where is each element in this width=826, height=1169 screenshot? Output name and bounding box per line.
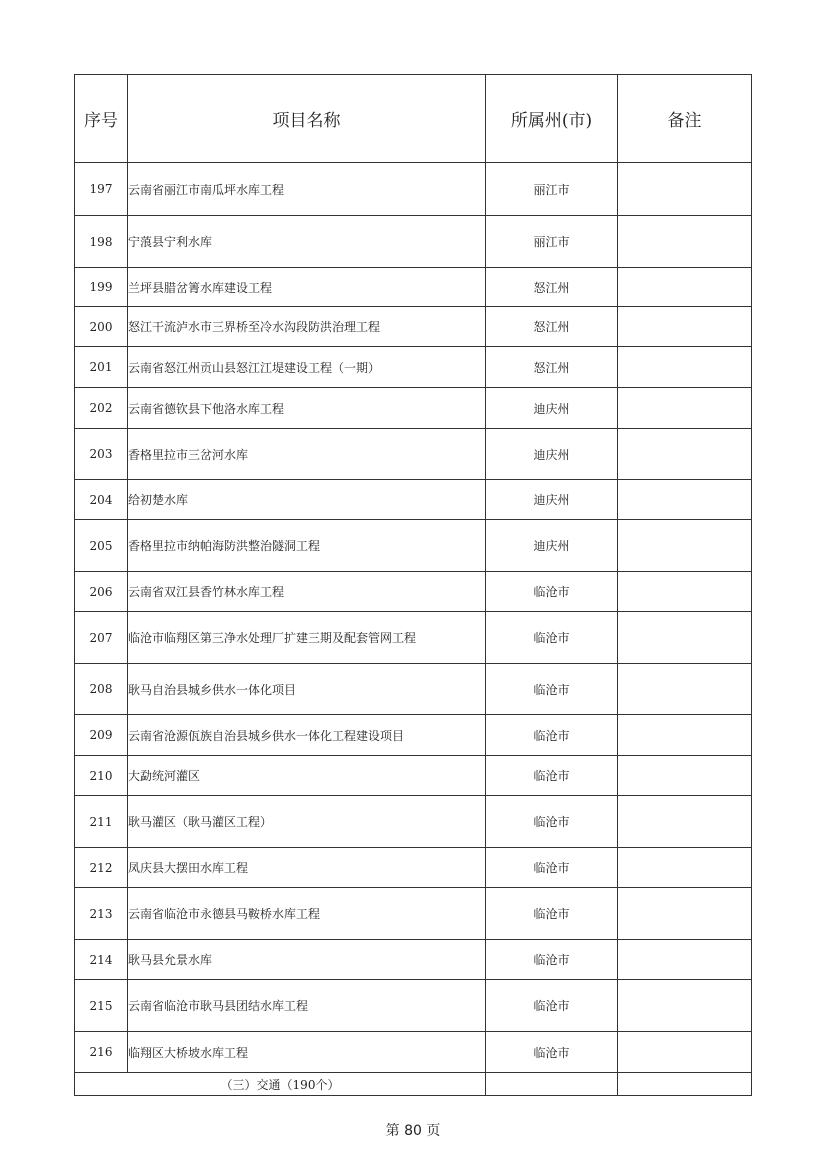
row-region: 丽江市	[486, 216, 618, 268]
table-row	[75, 268, 752, 307]
table-row	[75, 480, 752, 520]
row-project-name: 给初楚水库	[128, 480, 486, 520]
row-region: 怒江州	[486, 307, 618, 347]
row-region: 临沧市	[486, 1032, 618, 1073]
row-project-name: 凤庆县大摆田水库工程	[128, 848, 486, 888]
row-region: 临沧市	[486, 980, 618, 1032]
row-project-name: 香格里拉市纳帕海防洪整治隧洞工程	[128, 520, 486, 572]
row-remarks	[618, 848, 752, 888]
row-index: 204	[75, 480, 128, 520]
row-project-name: 临翔区大桥坡水库工程	[128, 1032, 486, 1073]
row-index: 216	[75, 1032, 128, 1073]
row-remarks	[618, 664, 752, 715]
row-index: 210	[75, 756, 128, 796]
section-row	[75, 1073, 752, 1096]
header-remarks: 备注	[618, 75, 752, 163]
row-remarks	[618, 388, 752, 429]
row-region: 临沧市	[486, 664, 618, 715]
row-index: 199	[75, 268, 128, 307]
table-row	[75, 429, 752, 480]
table-row	[75, 216, 752, 268]
row-index: 208	[75, 664, 128, 715]
row-project-name: 云南省临沧市耿马县团结水库工程	[128, 980, 486, 1032]
row-project-name: 云南省丽江市南瓜坪水库工程	[128, 163, 486, 216]
row-index: 215	[75, 980, 128, 1032]
row-index: 205	[75, 520, 128, 572]
row-project-name: 怒江干流泸水市三界桥至冷水沟段防洪治理工程	[128, 307, 486, 347]
section-region	[486, 1073, 618, 1096]
table-row	[75, 715, 752, 756]
row-region: 临沧市	[486, 572, 618, 612]
row-remarks	[618, 1032, 752, 1073]
row-remarks	[618, 756, 752, 796]
section-label: （三）交通（190个）	[75, 1073, 486, 1096]
row-remarks	[618, 715, 752, 756]
row-index: 203	[75, 429, 128, 480]
page-number: 第 80 页	[385, 1123, 441, 1139]
row-index: 197	[75, 163, 128, 216]
row-project-name: 云南省怒江州贡山县怒江江堤建设工程（一期）	[128, 347, 486, 388]
table-header-row	[75, 75, 752, 163]
row-remarks	[618, 572, 752, 612]
row-region: 临沧市	[486, 796, 618, 848]
row-region: 临沧市	[486, 888, 618, 940]
table-row	[75, 520, 752, 572]
row-index: 209	[75, 715, 128, 756]
table-row	[75, 848, 752, 888]
row-project-name: 临沧市临翔区第三净水处理厂扩建三期及配套管网工程	[128, 612, 486, 664]
section-remarks	[618, 1073, 752, 1096]
row-remarks	[618, 163, 752, 216]
row-project-name: 兰坪县腊岔箐水库建设工程	[128, 268, 486, 307]
table-row	[75, 940, 752, 980]
table-row	[75, 796, 752, 848]
table-row	[75, 1032, 752, 1073]
row-index: 201	[75, 347, 128, 388]
row-project-name: 云南省临沧市永德县马鞍桥水库工程	[128, 888, 486, 940]
row-region: 丽江市	[486, 163, 618, 216]
table-row	[75, 980, 752, 1032]
row-project-name: 云南省双江县香竹林水库工程	[128, 572, 486, 612]
table-row	[75, 347, 752, 388]
row-region: 临沧市	[486, 715, 618, 756]
row-region: 迪庆州	[486, 480, 618, 520]
row-remarks	[618, 940, 752, 980]
row-index: 202	[75, 388, 128, 429]
table-body	[75, 163, 752, 1096]
header-project-name: 项目名称	[128, 75, 486, 163]
row-project-name: 耿马灌区（耿马灌区工程）	[128, 796, 486, 848]
header-region: 所属州(市)	[486, 75, 618, 163]
row-remarks	[618, 480, 752, 520]
row-remarks	[618, 612, 752, 664]
table-row	[75, 756, 752, 796]
row-project-name: 云南省沧源佤族自治县城乡供水一体化工程建设项目	[128, 715, 486, 756]
row-index: 206	[75, 572, 128, 612]
row-index: 200	[75, 307, 128, 347]
row-index: 211	[75, 796, 128, 848]
row-project-name: 宁蒗县宁利水库	[128, 216, 486, 268]
table-row	[75, 888, 752, 940]
row-remarks	[618, 980, 752, 1032]
table-row	[75, 388, 752, 429]
table-row	[75, 163, 752, 216]
row-remarks	[618, 520, 752, 572]
row-region: 临沧市	[486, 940, 618, 980]
row-region: 迪庆州	[486, 520, 618, 572]
row-project-name: 大勐统河灌区	[128, 756, 486, 796]
row-region: 迪庆州	[486, 388, 618, 429]
row-project-name: 香格里拉市三岔河水库	[128, 429, 486, 480]
row-remarks	[618, 216, 752, 268]
row-region: 怒江州	[486, 347, 618, 388]
row-index: 198	[75, 216, 128, 268]
row-region: 迪庆州	[486, 429, 618, 480]
row-region: 临沧市	[486, 848, 618, 888]
table-row	[75, 664, 752, 715]
row-remarks	[618, 347, 752, 388]
project-table	[74, 74, 752, 1096]
table-row	[75, 612, 752, 664]
row-index: 212	[75, 848, 128, 888]
row-index: 213	[75, 888, 128, 940]
row-project-name: 耿马自治县城乡供水一体化项目	[128, 664, 486, 715]
row-region: 临沧市	[486, 756, 618, 796]
header-index: 序号	[75, 75, 128, 163]
row-region: 怒江州	[486, 268, 618, 307]
table-row	[75, 572, 752, 612]
row-remarks	[618, 429, 752, 480]
row-remarks	[618, 796, 752, 848]
row-project-name: 云南省德钦县下他洛水库工程	[128, 388, 486, 429]
row-remarks	[618, 888, 752, 940]
row-region: 临沧市	[486, 612, 618, 664]
row-remarks	[618, 268, 752, 307]
table-row	[75, 307, 752, 347]
row-project-name: 耿马县允景水库	[128, 940, 486, 980]
row-remarks	[618, 307, 752, 347]
row-index: 214	[75, 940, 128, 980]
row-index: 207	[75, 612, 128, 664]
